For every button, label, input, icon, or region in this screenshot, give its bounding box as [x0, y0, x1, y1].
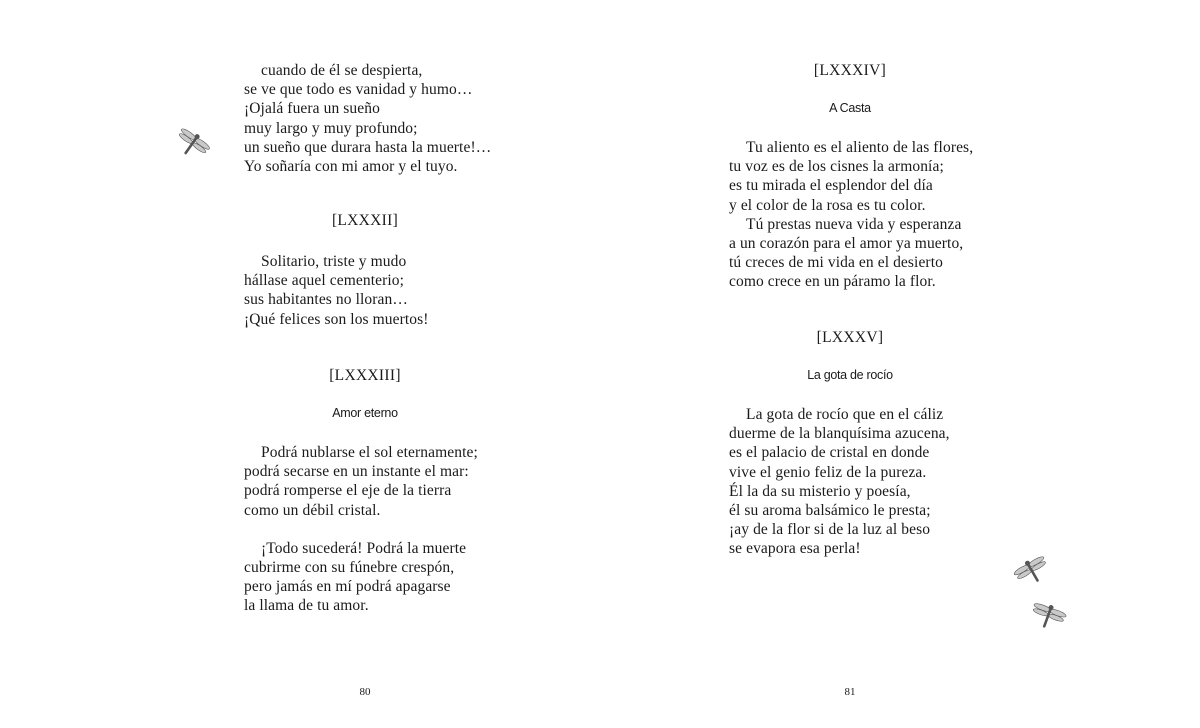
page-number: 80: [359, 686, 371, 698]
verse-line: ¡Ojalá fuera un sueño: [244, 100, 380, 118]
poem-continuation: [244, 61, 491, 176]
verse-line: se ve que todo es vanidad y humo…: [244, 81, 473, 99]
verse-line: hállase aquel cementerio;: [244, 272, 405, 290]
verse-line: él su aroma balsámico le presta;: [729, 502, 931, 520]
verse-line: podrá secarse en un instante el mar:: [244, 463, 469, 481]
poem-title: A Casta: [829, 101, 871, 115]
verse-line: es el palacio de cristal en donde: [729, 444, 930, 462]
verse-line: la llama de tu amor.: [244, 597, 369, 615]
poem-82-stanza: [244, 252, 429, 329]
verse-line: ¡Qué felices son los muertos!: [244, 310, 429, 328]
dragonfly-icon: [172, 128, 212, 160]
dragonfly-icon: [1012, 555, 1052, 587]
verse-line: Tú prestas nueva vida y esperanza: [746, 215, 962, 233]
verse-line: vive el genio feliz de la pureza.: [729, 463, 927, 481]
poem-85-body: [729, 405, 950, 559]
poem-title: La gota de rocío: [807, 368, 893, 382]
right-page: [600, 0, 1200, 728]
page-number: 81: [844, 686, 856, 698]
verse-line: ¡ay de la flor si de la luz al beso: [729, 521, 931, 539]
poem-83-body: [244, 443, 478, 616]
verse-line: ¡Todo sucederá! Podrá la muerte: [261, 539, 467, 557]
verse-line: y el color de la rosa es tu color.: [729, 196, 926, 214]
poem-number: [LXXXV]: [816, 329, 884, 346]
verse-line: sus habitantes no lloran…: [244, 291, 408, 309]
poem-84-body: [729, 138, 973, 292]
verse-line: Solitario, triste y mudo: [261, 253, 407, 270]
poem-number: [LXXXIII]: [329, 367, 401, 384]
verse-line: Tu aliento es el aliento de las flores,: [746, 139, 974, 156]
verse-line: se evapora esa perla!: [729, 540, 861, 558]
dragonfly-icon: [1028, 600, 1068, 632]
verse-line: un sueño que durara hasta la muerte!…: [244, 138, 492, 156]
verse-line: pero jamás en mí podrá apagarse: [244, 578, 451, 596]
verse-line: Él la da su misterio y poesía,: [729, 482, 911, 500]
verse-line: a un corazón para el amor ya muerto,: [729, 235, 964, 253]
poem-number: [LXXXII]: [331, 212, 399, 229]
verse-line: muy largo y muy profundo;: [244, 119, 418, 137]
verse-line: podrá romperse el eje de la tierra: [244, 482, 452, 500]
verse-line: como crece en un páramo la flor.: [729, 273, 936, 291]
poem-number: [LXXXIV]: [813, 62, 887, 79]
stanza-gap: [244, 520, 478, 539]
verse-line: como un débil cristal.: [244, 501, 381, 519]
verse-line: cuando de él se despierta,: [261, 62, 423, 79]
verse-line: Yo soñaría con mi amor y el tuyo.: [244, 158, 458, 176]
verse-line: duerme de la blanquísima azucena,: [729, 425, 950, 443]
verse-line: tú creces de mi vida en el desierto: [729, 254, 943, 272]
verse-line: Podrá nublarse el sol eternamente;: [261, 444, 478, 461]
verse-line: La gota de rocío que en el cáliz: [746, 406, 944, 423]
poem-title: Amor eterno: [332, 406, 398, 420]
verse-line: es tu mirada el esplendor del día: [729, 177, 933, 195]
verse-line: cubrirme con su fúnebre crespón,: [244, 559, 455, 577]
verse-line: tu voz es de los cisnes la armonía;: [729, 158, 944, 176]
